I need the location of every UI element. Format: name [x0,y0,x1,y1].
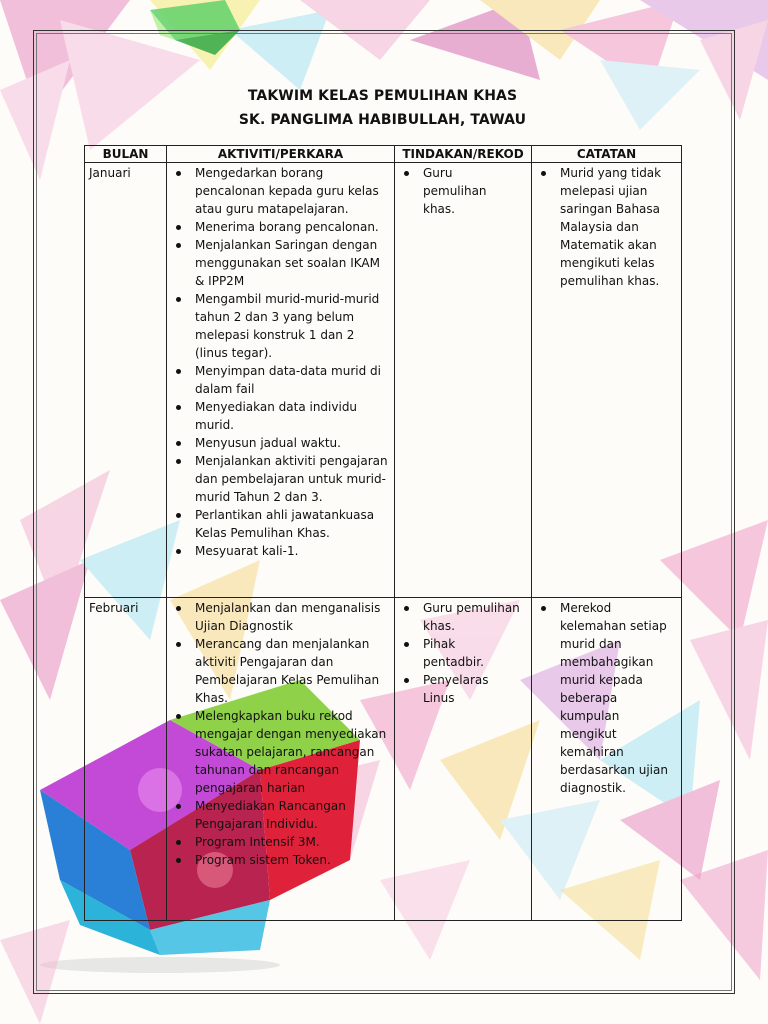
list-item: Perlantikan ahli jawatankuasa Kelas Pemulihan Khas. [171,506,390,542]
list-item: Menjalankan aktiviti pengajaran dan pembelajaran untuk murid-murid Tahun 2 dan 3. [171,452,390,506]
list-item: Menyimpan data-data murid di dalam fail [171,362,390,398]
catatan-cell [532,163,682,598]
list-item: Menyediakan data individu murid. [171,398,390,434]
header-catatan: CATATAN [532,146,682,163]
list-item: Menyediakan Rancangan Pengajaran Individu. [171,797,390,833]
list-item: Guru pemulihan khas. [399,164,527,218]
list-item: Murid yang tidak melepasi ujian saringan Bahasa Malaysia dan Matematik akan mengikuti kelas pemulihan khas. [536,164,677,290]
month-cell: Januari [85,163,167,598]
table-row-februari [85,598,682,921]
list-item: Melengkapkan buku rekod mengajar dengan menyediakan sukatan pelajaran, rancangan tahunan dan rancangan pengajaran harian [171,707,390,797]
catatan-list [536,164,677,290]
list-item: Menyusun jadual waktu. [171,434,390,452]
aktiviti-cell [167,598,395,921]
list-item: Merancang dan menjalankan aktiviti Pengajaran dan Pembelajaran Kelas Pemulihan Khas. [171,635,390,707]
list-item: Mesyuarat kali-1. [171,542,390,560]
aktiviti-cell [167,163,395,598]
list-item: Mengambil murid-murid-murid tahun 2 dan 3 yang belum melepasi konstruk 1 dan 2 (linus tegar). [171,290,390,362]
catatan-list [536,599,677,797]
header-tindakan: TINDAKAN/REKOD [395,146,532,163]
list-item: Menjalankan dan menganalisis Ujian Diagnostik [171,599,390,635]
list-item: Menerima borang pencalonan. [171,218,390,236]
list-item: Program Intensif 3M. [171,833,390,851]
tindakan-list [399,599,527,707]
list-item: Pihak pentadbir. [399,635,527,671]
list-item: Penyelaras Linus [399,671,527,707]
list-item: Guru pemulihan khas. [399,599,527,635]
list-item: Mengedarkan borang pencalonan kepada guru kelas atau guru matapelajaran. [171,164,390,218]
tindakan-cell [395,598,532,921]
table-row-januari [85,163,682,598]
header-aktiviti: AKTIVITI/PERKARA [167,146,395,163]
school-name: SK. PANGLIMA HABIBULLAH, TAWAU [238,112,527,128]
tindakan-cell [395,163,532,598]
month-cell: Februari [85,598,167,921]
tindakan-list [399,164,527,218]
list-item: Program sistem Token. [171,851,390,869]
list-item: Menjalankan Saringan dengan menggunakan set soalan IKAM & IPP2M [171,236,390,290]
aktiviti-list [171,164,390,560]
aktiviti-list [171,599,390,869]
list-item: Merekod kelemahan setiap murid dan membahagikan murid kepada beberapa kumpulan mengikut kemahiran berdasarkan ujian diagnostik. [536,599,677,797]
table-header-row [85,146,682,163]
schedule-table [84,145,682,921]
catatan-cell [532,598,682,921]
document-title: TAKWIM KELAS PEMULIHAN KHAS [247,88,518,104]
header-bulan: BULAN [85,146,167,163]
